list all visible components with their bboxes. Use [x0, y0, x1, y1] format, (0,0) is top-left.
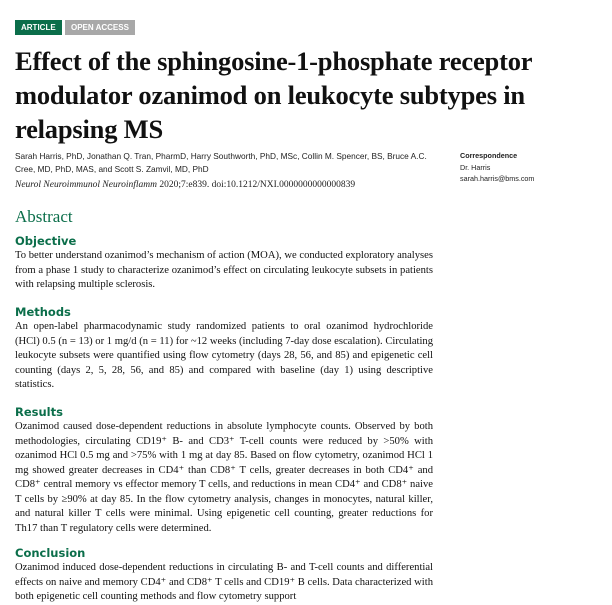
correspondence-email[interactable]: sarah.harris@bms.com	[460, 174, 535, 183]
conclusion-text: Ozanimod induced dose-dependent reductions in circulating B- and T-cell counts and differential effects on naive and memory CD4⁺ and CD8⁺ T cells and CD19⁺ B cells. Data characterized with both epigenetic cell counting methods and flow cytometry support	[15, 562, 433, 602]
objective-text: To better understand ozanimod’s mechanism of action (MOA), we conducted exploratory analyses from a phase 1 study to characterize ozanimod’s effect on circulating leukocyte subsets in patients with relapsing multiple sclerosis.	[15, 250, 433, 290]
doi-citation: 2020;7:e839. doi:10.1212/NXI.0000000000000839	[156, 180, 356, 190]
journal-citation	[15, 180, 355, 190]
correspondence-block	[460, 150, 534, 185]
author-list: Sarah Harris, PhD, Jonathan Q. Tran, PharmD, Harry Southworth, PhD, MSc, Collin M. Spencer, BS, Bruce A.C. Cree, MD, PhD, MAS, and Scott S. Zamvil, MD, PhD	[15, 151, 427, 174]
correspondence-name: Dr. Harris	[460, 162, 491, 172]
open-access-badge: OPEN ACCESS	[65, 20, 135, 35]
methods-text: An open-label pharmacodynamic study randomized patients to oral ozanimod hydrochloride (HCl) 0.5 (n = 13) or 1 mg/d (n = 11) for ~12 weeks (including 7-day dose escalation). Circulating leukocyte subsets were quantified using flow cytometry (days 28, 56, and 85) and epigenetic cell counting (days 2, 5, 28, 56, and 85) and compared with baseline (day 1) using descriptive statistics.	[15, 321, 433, 390]
methods-heading: Methods	[15, 305, 71, 319]
article-badge: ARTICLE	[15, 20, 62, 35]
objective-heading: Objective	[15, 234, 77, 248]
results-text: Ozanimod caused dose-dependent reductions in absolute lymphocyte counts. Observed by both methodologies, circulating CD19⁺ B- and CD3⁺ T-cell counts were reduced by >50% with ozanimod HCl 0.5 mg and >75% with 1 mg at day 85. Based on flow cytometry, ozanimod HCl 1 mg showed greater decreases in CD4⁺ than CD8⁺ T cells, greater decreases in both CD4⁺ and CD8⁺ central memory vs effector memory T cells, and reductions in mean CD4⁺ and CD8⁺ naive T cells by ≥90% at day 85. In the flow cytometry analysis, changes in monocytes, natural killer, and natural killer T cells were minimal. Using epigenetic cell counting, greater reductions for Th17 than T regulatory cells were determined.	[15, 421, 433, 534]
correspondence-label: Correspondence	[460, 151, 518, 160]
conclusion-heading: Conclusion	[15, 546, 86, 560]
abstract-heading: Abstract	[15, 207, 73, 226]
article-title: Effect of the sphingosine-1-phosphate receptor modulator ozanimod on leukocyte subtypes in relapsing MS	[15, 46, 532, 144]
journal-name: Neurol Neuroimmunol Neuroinflamm	[15, 180, 157, 190]
results-heading: Results	[15, 405, 63, 419]
